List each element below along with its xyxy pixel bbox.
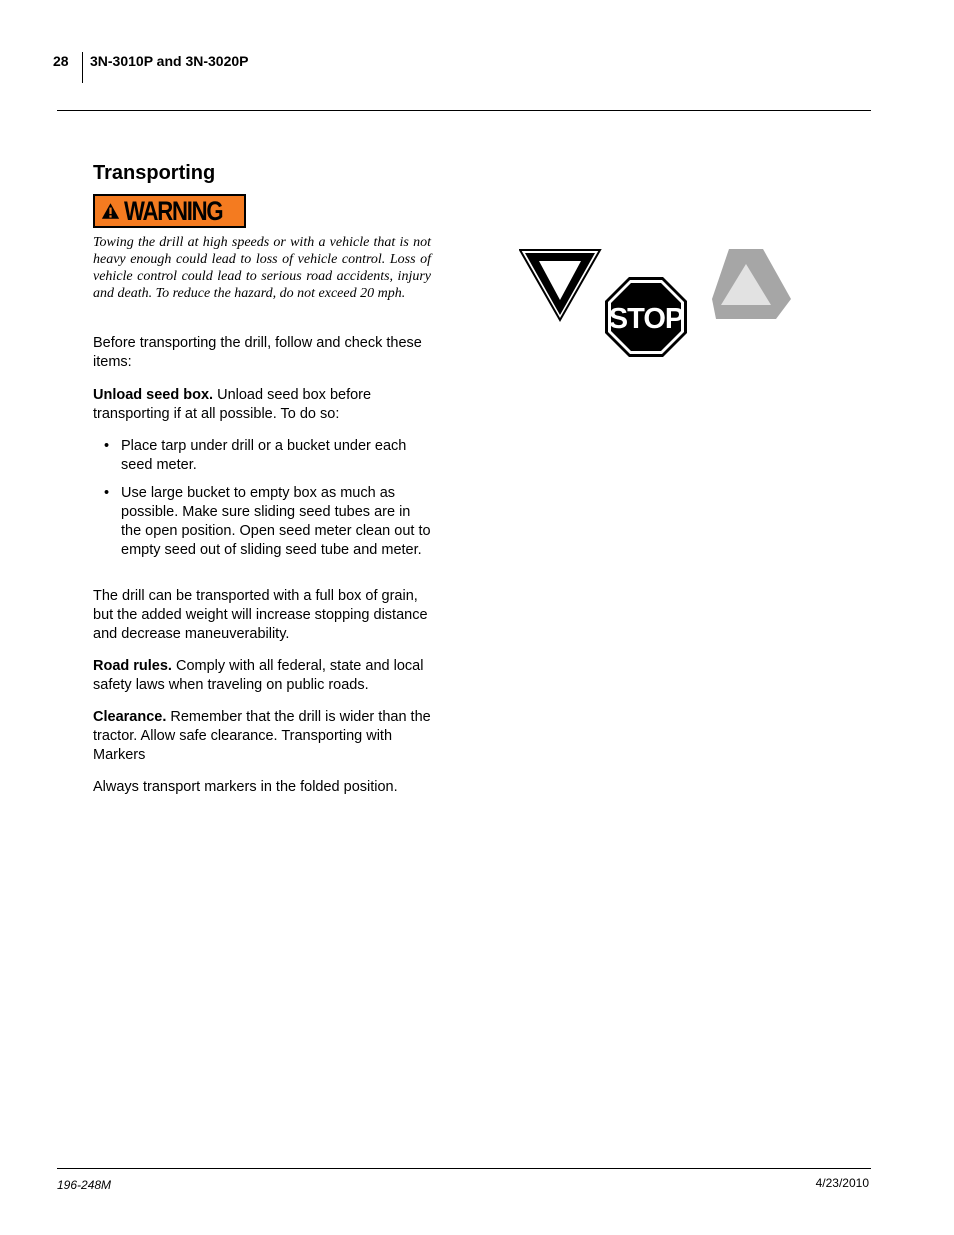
- road-signs-figure: [519, 248, 794, 360]
- road-rules-heading: Road rules.: [93, 658, 172, 674]
- list-item: [104, 437, 431, 475]
- clearance-heading: Clearance.: [93, 709, 167, 725]
- stop-sign-icon: [605, 277, 687, 357]
- warning-word: WARNING: [124, 195, 223, 226]
- manual-title: 3N-3010P and 3N-3020P: [90, 53, 249, 69]
- road-rules-text: Comply with all federal, state and local safety laws when traveling on public roads.: [93, 658, 424, 693]
- unload-text: Unload seed box before transporting if at all possible. To do so:: [93, 387, 372, 422]
- stop-sign-label: STOP: [608, 303, 684, 335]
- page-number: 28: [53, 53, 69, 69]
- document-date: 4/23/2010: [815, 1176, 869, 1190]
- yield-sign-icon: [520, 250, 600, 320]
- list-item: [104, 484, 431, 560]
- slow-moving-vehicle-icon: [712, 249, 791, 319]
- clearance-text: Remember that the drill is wider than the tractor. Allow safe clearance. Transporting with Markers: [93, 709, 431, 763]
- section-title: Transporting: [93, 162, 216, 184]
- header-divider: [82, 52, 83, 83]
- bullet-icon: •: [104, 485, 110, 501]
- unload-heading: Unload seed box.: [93, 387, 214, 403]
- warning-message: Towing the drill at high speeds or with a vehicle that is not heavy enough could lead to loss of vehicle control. Loss of vehicle control could lead to serious road accidents, injury and death. To reduce the hazard, do not exceed 20 mph.: [93, 235, 431, 301]
- footer-rule: [57, 1168, 871, 1169]
- clearance-paragraph: [93, 708, 431, 765]
- full-box-paragraph: The drill can be transported with a full box of grain, but the added weight will increase stopping distance and decrease maneuverability.: [93, 588, 428, 642]
- unload-paragraph: [93, 386, 431, 424]
- bullet-icon: •: [104, 438, 110, 454]
- document-number: 196-248M: [57, 1178, 112, 1192]
- warning-label: [93, 194, 246, 228]
- header-rule: [57, 110, 871, 111]
- intro-paragraph: Before transporting the drill, follow and check these items:: [93, 335, 422, 370]
- list-item-text: Place tarp under drill or a bucket under each seed meter.: [121, 438, 407, 473]
- markers-paragraph: Always transport markers in the folded position.: [93, 779, 398, 795]
- list-item-text: Use large bucket to empty box as much as possible. Make sure sliding seed tubes are in the open position. Open seed meter clean out to empty seed out of sliding seed tube and meter.: [121, 485, 431, 558]
- road-rules-paragraph: [93, 657, 431, 695]
- warning-triangle-icon: [101, 201, 120, 221]
